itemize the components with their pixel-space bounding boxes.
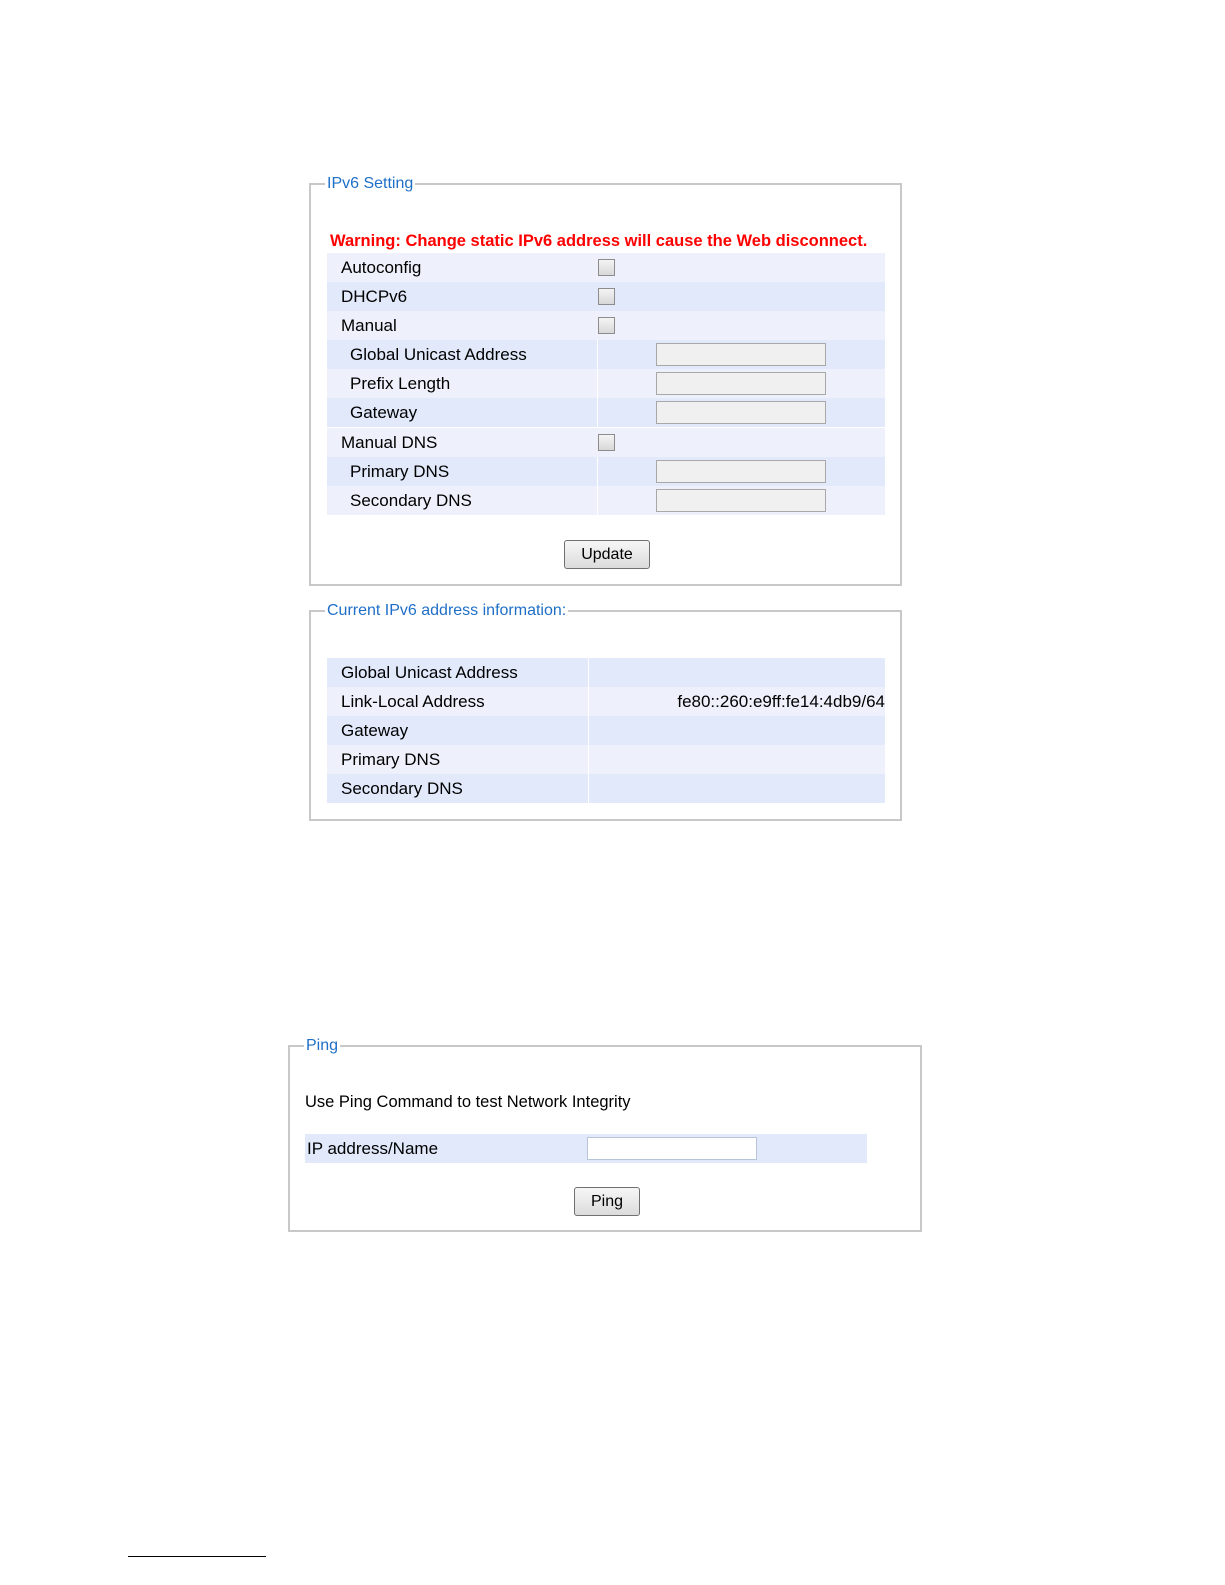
info-value-gateway xyxy=(589,716,885,745)
global-unicast-label: Global Unicast Address xyxy=(327,340,598,369)
dhcpv6-checkbox[interactable] xyxy=(598,288,615,305)
manual-dns-checkbox[interactable] xyxy=(598,434,615,451)
gateway-row xyxy=(327,398,885,427)
info-row-secondary-dns xyxy=(327,774,885,803)
manual-dns-row xyxy=(327,428,885,457)
gateway-input[interactable] xyxy=(656,401,826,424)
ipv6-setting-legend: IPv6 Setting xyxy=(327,175,414,192)
info-label-link-local: Link-Local Address xyxy=(327,687,589,716)
update-button[interactable]: Update xyxy=(564,540,650,569)
autoconfig-label: Autoconfig xyxy=(341,257,422,277)
autoconfig-row xyxy=(327,253,885,282)
info-row-primary-dns xyxy=(327,745,885,774)
ping-legend: Ping xyxy=(306,1037,339,1054)
prefix-length-label: Prefix Length xyxy=(327,369,598,398)
global-unicast-row xyxy=(327,340,885,369)
manual-label: Manual xyxy=(341,315,397,335)
primary-dns-row xyxy=(327,457,885,486)
info-label-secondary-dns: Secondary DNS xyxy=(327,774,589,803)
secondary-dns-row xyxy=(327,486,885,515)
secondary-dns-label: Secondary DNS xyxy=(327,486,598,515)
secondary-dns-input[interactable] xyxy=(656,489,826,512)
manual-row xyxy=(327,311,885,340)
warning-message: Warning: Change static IPv6 address will cause the Web disconnect. xyxy=(330,232,868,250)
current-ipv6-panel xyxy=(309,602,902,821)
primary-dns-input[interactable] xyxy=(656,460,826,483)
global-unicast-input[interactable] xyxy=(656,343,826,366)
dhcpv6-label: DHCPv6 xyxy=(341,286,408,306)
ping-address-row xyxy=(305,1134,867,1163)
autoconfig-checkbox[interactable] xyxy=(598,259,615,276)
info-label-gateway: Gateway xyxy=(327,716,589,745)
footnote-separator xyxy=(128,1556,266,1557)
info-label-primary-dns: Primary DNS xyxy=(327,745,589,774)
info-label-global-unicast: Global Unicast Address xyxy=(327,658,589,687)
manual-dns-label: Manual DNS xyxy=(341,432,438,452)
prefix-length-row xyxy=(327,369,885,398)
ping-address-label: IP address/Name xyxy=(307,1138,439,1158)
current-ipv6-legend: Current IPv6 address information: xyxy=(327,602,567,619)
info-row-global-unicast xyxy=(327,658,885,687)
info-row-link-local xyxy=(327,687,885,716)
manual-checkbox[interactable] xyxy=(598,317,615,334)
dhcpv6-row xyxy=(327,282,885,311)
prefix-length-input[interactable] xyxy=(656,372,826,395)
ping-button[interactable]: Ping xyxy=(574,1187,640,1216)
info-value-primary-dns xyxy=(589,745,885,774)
ping-description: Use Ping Command to test Network Integrity xyxy=(305,1093,631,1111)
info-value-link-local: fe80::260:e9ff:fe14:4db9/64 xyxy=(677,691,885,711)
gateway-label: Gateway xyxy=(327,398,598,427)
ping-address-input[interactable] xyxy=(587,1137,757,1160)
info-value-global-unicast xyxy=(589,658,885,687)
primary-dns-label: Primary DNS xyxy=(327,457,598,486)
ping-panel xyxy=(288,1037,922,1232)
ipv6-setting-panel xyxy=(309,175,902,586)
info-row-gateway xyxy=(327,716,885,745)
info-value-secondary-dns xyxy=(589,774,885,803)
